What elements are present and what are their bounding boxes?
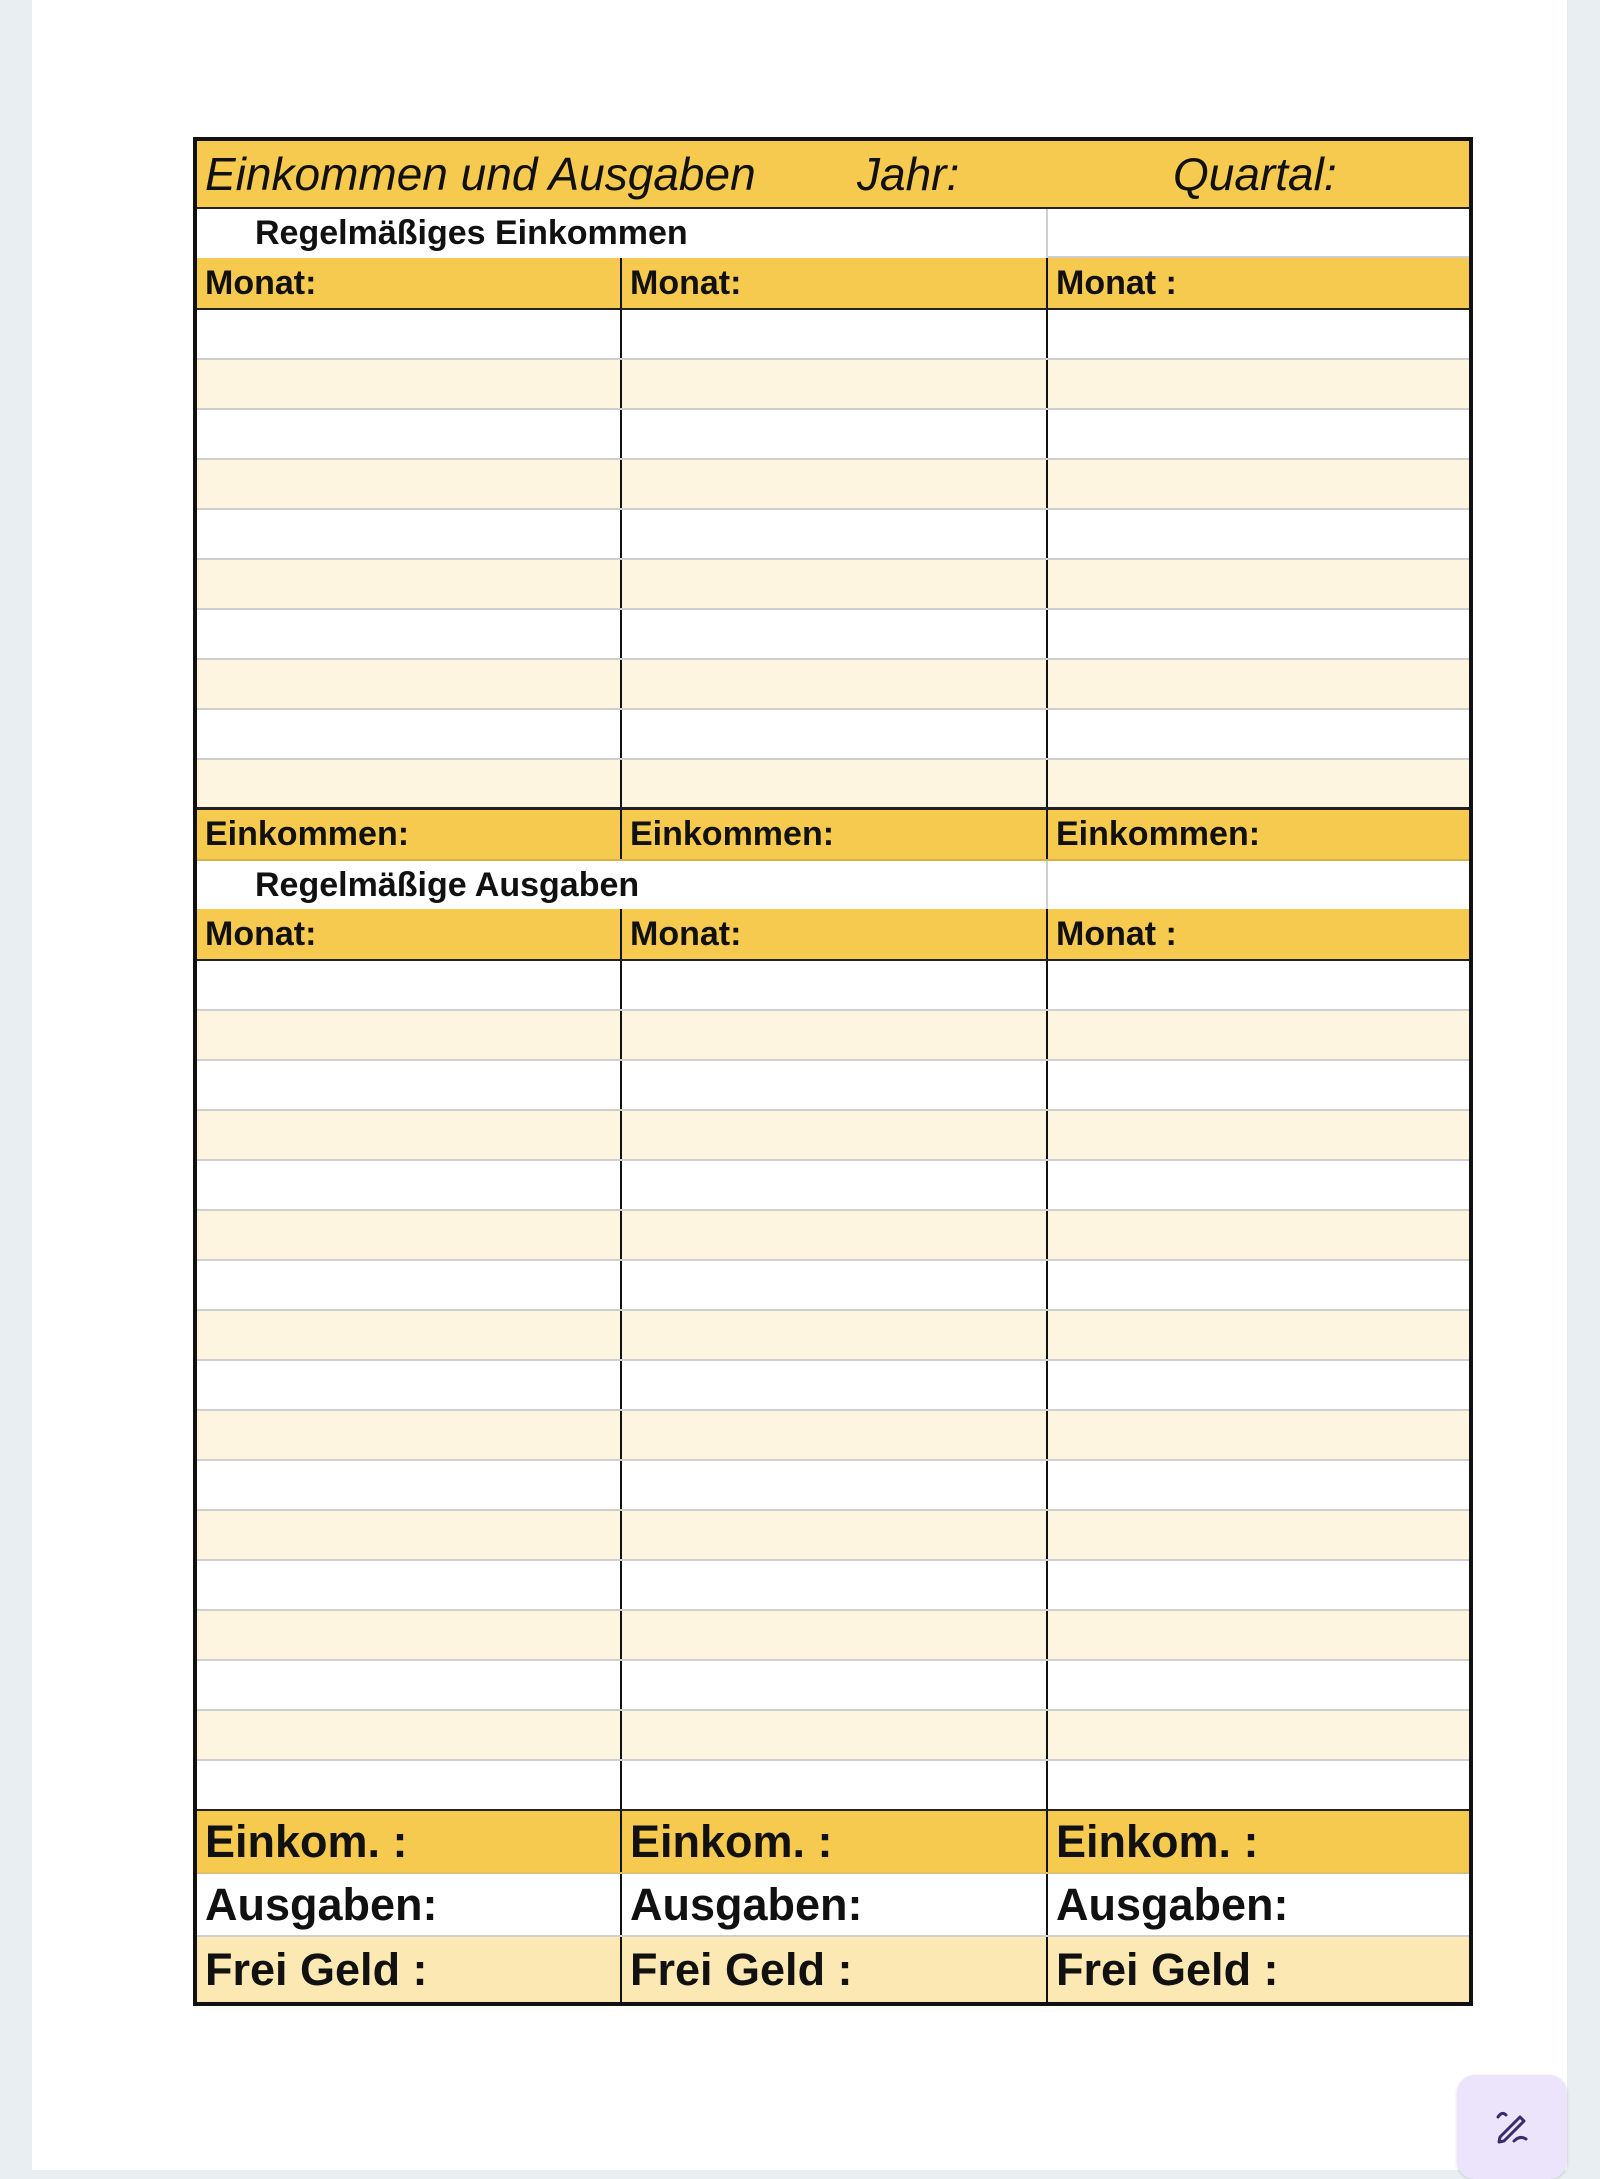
entry-cell[interactable] <box>197 1261 620 1309</box>
entry-cell[interactable] <box>1046 1511 1469 1559</box>
entry-cell[interactable] <box>1046 1261 1469 1309</box>
entry-cell[interactable] <box>197 410 620 458</box>
entry-cell[interactable] <box>620 1411 1046 1459</box>
income-entry-row <box>197 460 1469 510</box>
empty-cell <box>1046 209 1469 258</box>
entry-cell[interactable] <box>197 760 620 807</box>
summary-free-money-label: Frei Geld : <box>205 1943 428 1995</box>
income-total-label: Einkommen: <box>1046 810 1469 859</box>
expense-entry-row <box>197 1711 1469 1761</box>
entry-cell[interactable] <box>197 961 620 1009</box>
entry-cell[interactable] <box>197 1561 620 1609</box>
summary-income-label: Einkom. : <box>1046 1811 1469 1872</box>
entry-cell[interactable] <box>1046 1111 1469 1159</box>
entry-cell[interactable] <box>620 310 1046 358</box>
entry-cell[interactable] <box>620 710 1046 758</box>
summary-free-money-label: Frei Geld : <box>1046 1937 1469 2002</box>
income-entry-row <box>197 760 1469 810</box>
income-entry-row <box>197 560 1469 610</box>
entry-cell[interactable] <box>1046 1711 1469 1759</box>
entry-cell[interactable] <box>197 660 620 708</box>
entry-cell[interactable] <box>620 1561 1046 1609</box>
entry-cell[interactable] <box>1046 710 1469 758</box>
income-entry-row <box>197 660 1469 710</box>
entry-cell[interactable] <box>1046 1361 1469 1409</box>
entry-cell[interactable] <box>1046 360 1469 408</box>
entry-cell[interactable] <box>620 1611 1046 1659</box>
entry-cell[interactable] <box>197 1761 620 1809</box>
entry-cell[interactable] <box>197 560 620 608</box>
expense-entry-row <box>197 1311 1469 1361</box>
entry-cell[interactable] <box>620 610 1046 658</box>
entry-cell[interactable] <box>1046 1411 1469 1459</box>
income-entry-row <box>197 310 1469 360</box>
entry-cell[interactable] <box>620 460 1046 508</box>
entry-cell[interactable] <box>1046 510 1469 558</box>
entry-cell[interactable] <box>197 1161 620 1209</box>
entry-cell[interactable] <box>620 760 1046 807</box>
expense-month-header <box>197 909 1469 961</box>
entry-cell[interactable] <box>1046 560 1469 608</box>
month-header: Monat : <box>1046 909 1469 959</box>
expense-section-label: Regelmäßige Ausgaben <box>255 865 640 904</box>
year-label: Jahr: <box>857 148 960 200</box>
entry-cell[interactable] <box>1046 1161 1469 1209</box>
entry-cell[interactable] <box>620 1061 1046 1109</box>
entry-cell[interactable] <box>1046 1661 1469 1709</box>
quarter-label: Quartal: <box>1173 148 1337 200</box>
entry-cell[interactable] <box>197 1061 620 1109</box>
summary-expenses-label: Ausgaben: <box>205 1878 438 1930</box>
entry-cell[interactable] <box>1046 460 1469 508</box>
entry-cell[interactable] <box>197 360 620 408</box>
entry-cell[interactable] <box>620 1661 1046 1709</box>
entry-cell[interactable] <box>620 1311 1046 1359</box>
summary-income-label: Einkom. : <box>205 1815 408 1867</box>
entry-cell[interactable] <box>1046 1561 1469 1609</box>
sheet-title: Einkommen und Ausgaben <box>205 148 756 200</box>
expense-entry-row <box>197 1211 1469 1261</box>
entry-cell[interactable] <box>620 1011 1046 1059</box>
summary-income-row <box>197 1811 1469 1874</box>
summary-expenses-row <box>197 1874 1469 1937</box>
summary-income-label: Einkom. : <box>620 1811 1046 1872</box>
entry-cell[interactable] <box>197 610 620 658</box>
entry-cell[interactable] <box>1046 1311 1469 1359</box>
month-header: Monat: <box>620 909 1046 959</box>
expense-entry-row <box>197 1761 1469 1811</box>
entry-cell[interactable] <box>620 1461 1046 1509</box>
income-total-label: Einkommen: <box>620 810 1046 859</box>
summary-free-money-row <box>197 1937 1469 2002</box>
entry-cell[interactable] <box>620 1761 1046 1809</box>
entry-cell[interactable] <box>1046 1061 1469 1109</box>
entry-cell[interactable] <box>620 1511 1046 1559</box>
income-entry-row <box>197 410 1469 460</box>
entry-cell[interactable] <box>197 310 620 358</box>
entry-cell[interactable] <box>197 1611 620 1659</box>
edit-button[interactable] <box>1457 2075 1567 2179</box>
month-header: Monat: <box>205 263 317 302</box>
entry-cell[interactable] <box>197 1511 620 1559</box>
entry-cell[interactable] <box>197 1411 620 1459</box>
entry-cell[interactable] <box>620 1711 1046 1759</box>
entry-cell[interactable] <box>1046 1761 1469 1809</box>
entry-cell[interactable] <box>197 1661 620 1709</box>
entry-cell[interactable] <box>197 1111 620 1159</box>
entry-cell[interactable] <box>197 510 620 558</box>
expense-entry-row <box>197 1461 1469 1511</box>
entry-cell[interactable] <box>197 1461 620 1509</box>
expense-entry-row <box>197 1661 1469 1711</box>
title-row <box>197 141 1469 209</box>
entry-cell[interactable] <box>1046 1461 1469 1509</box>
entry-cell[interactable] <box>197 710 620 758</box>
entry-cell[interactable] <box>620 360 1046 408</box>
entry-cell[interactable] <box>620 1361 1046 1409</box>
expense-entry-row <box>197 1011 1469 1061</box>
entry-cell[interactable] <box>197 1011 620 1059</box>
budget-sheet <box>193 137 1473 2006</box>
entry-cell[interactable] <box>620 660 1046 708</box>
expense-entry-row <box>197 1361 1469 1411</box>
month-header: Monat: <box>205 914 317 953</box>
expense-entry-row <box>197 1511 1469 1561</box>
entry-cell[interactable] <box>620 961 1046 1009</box>
expense-entry-row <box>197 961 1469 1011</box>
expense-entry-row <box>197 1111 1469 1161</box>
income-section-row <box>197 209 1469 258</box>
income-total-row <box>197 810 1469 861</box>
entry-cell[interactable] <box>1046 310 1469 358</box>
entry-cell[interactable] <box>1046 1611 1469 1659</box>
income-entry-row <box>197 360 1469 410</box>
expense-entry-row <box>197 1061 1469 1111</box>
income-entry-row <box>197 710 1469 760</box>
income-entry-row <box>197 610 1469 660</box>
entry-cell[interactable] <box>620 510 1046 558</box>
entry-cell[interactable] <box>1046 660 1469 708</box>
empty-cell <box>1046 861 1469 909</box>
entry-cell[interactable] <box>620 410 1046 458</box>
expense-entry-row <box>197 1611 1469 1661</box>
month-header: Monat: <box>620 258 1046 308</box>
document-page <box>32 0 1567 2170</box>
entry-cell[interactable] <box>1046 610 1469 658</box>
summary-free-money-label: Frei Geld : <box>620 1937 1046 2002</box>
income-total-label: Einkommen: <box>205 815 410 853</box>
entry-cell[interactable] <box>1046 760 1469 807</box>
summary-expenses-label: Ausgaben: <box>620 1874 1046 1935</box>
expense-entry-row <box>197 1261 1469 1311</box>
entry-cell[interactable] <box>620 560 1046 608</box>
entry-cell[interactable] <box>1046 961 1469 1009</box>
month-header: Monat : <box>1046 258 1469 308</box>
expense-entry-row <box>197 1411 1469 1461</box>
entry-cell[interactable] <box>197 1311 620 1359</box>
entry-cell[interactable] <box>1046 410 1469 458</box>
expense-entry-row <box>197 1161 1469 1211</box>
entry-cell[interactable] <box>197 1361 620 1409</box>
entry-cell[interactable] <box>620 1261 1046 1309</box>
entry-cell[interactable] <box>1046 1211 1469 1259</box>
entry-cell[interactable] <box>197 1211 620 1259</box>
summary-expenses-label: Ausgaben: <box>1046 1874 1469 1935</box>
expense-section-row <box>197 861 1469 909</box>
entry-cell[interactable] <box>197 1711 620 1759</box>
entry-cell[interactable] <box>620 1211 1046 1259</box>
entry-cell[interactable] <box>620 1161 1046 1209</box>
entry-cell[interactable] <box>620 1111 1046 1159</box>
entry-cell[interactable] <box>197 460 620 508</box>
entry-cell[interactable] <box>1046 1011 1469 1059</box>
income-entry-row <box>197 510 1469 560</box>
expense-entry-row <box>197 1561 1469 1611</box>
income-month-header <box>197 258 1469 310</box>
edit-pen-icon <box>1490 2103 1534 2152</box>
income-section-label: Regelmäßiges Einkommen <box>255 214 688 252</box>
